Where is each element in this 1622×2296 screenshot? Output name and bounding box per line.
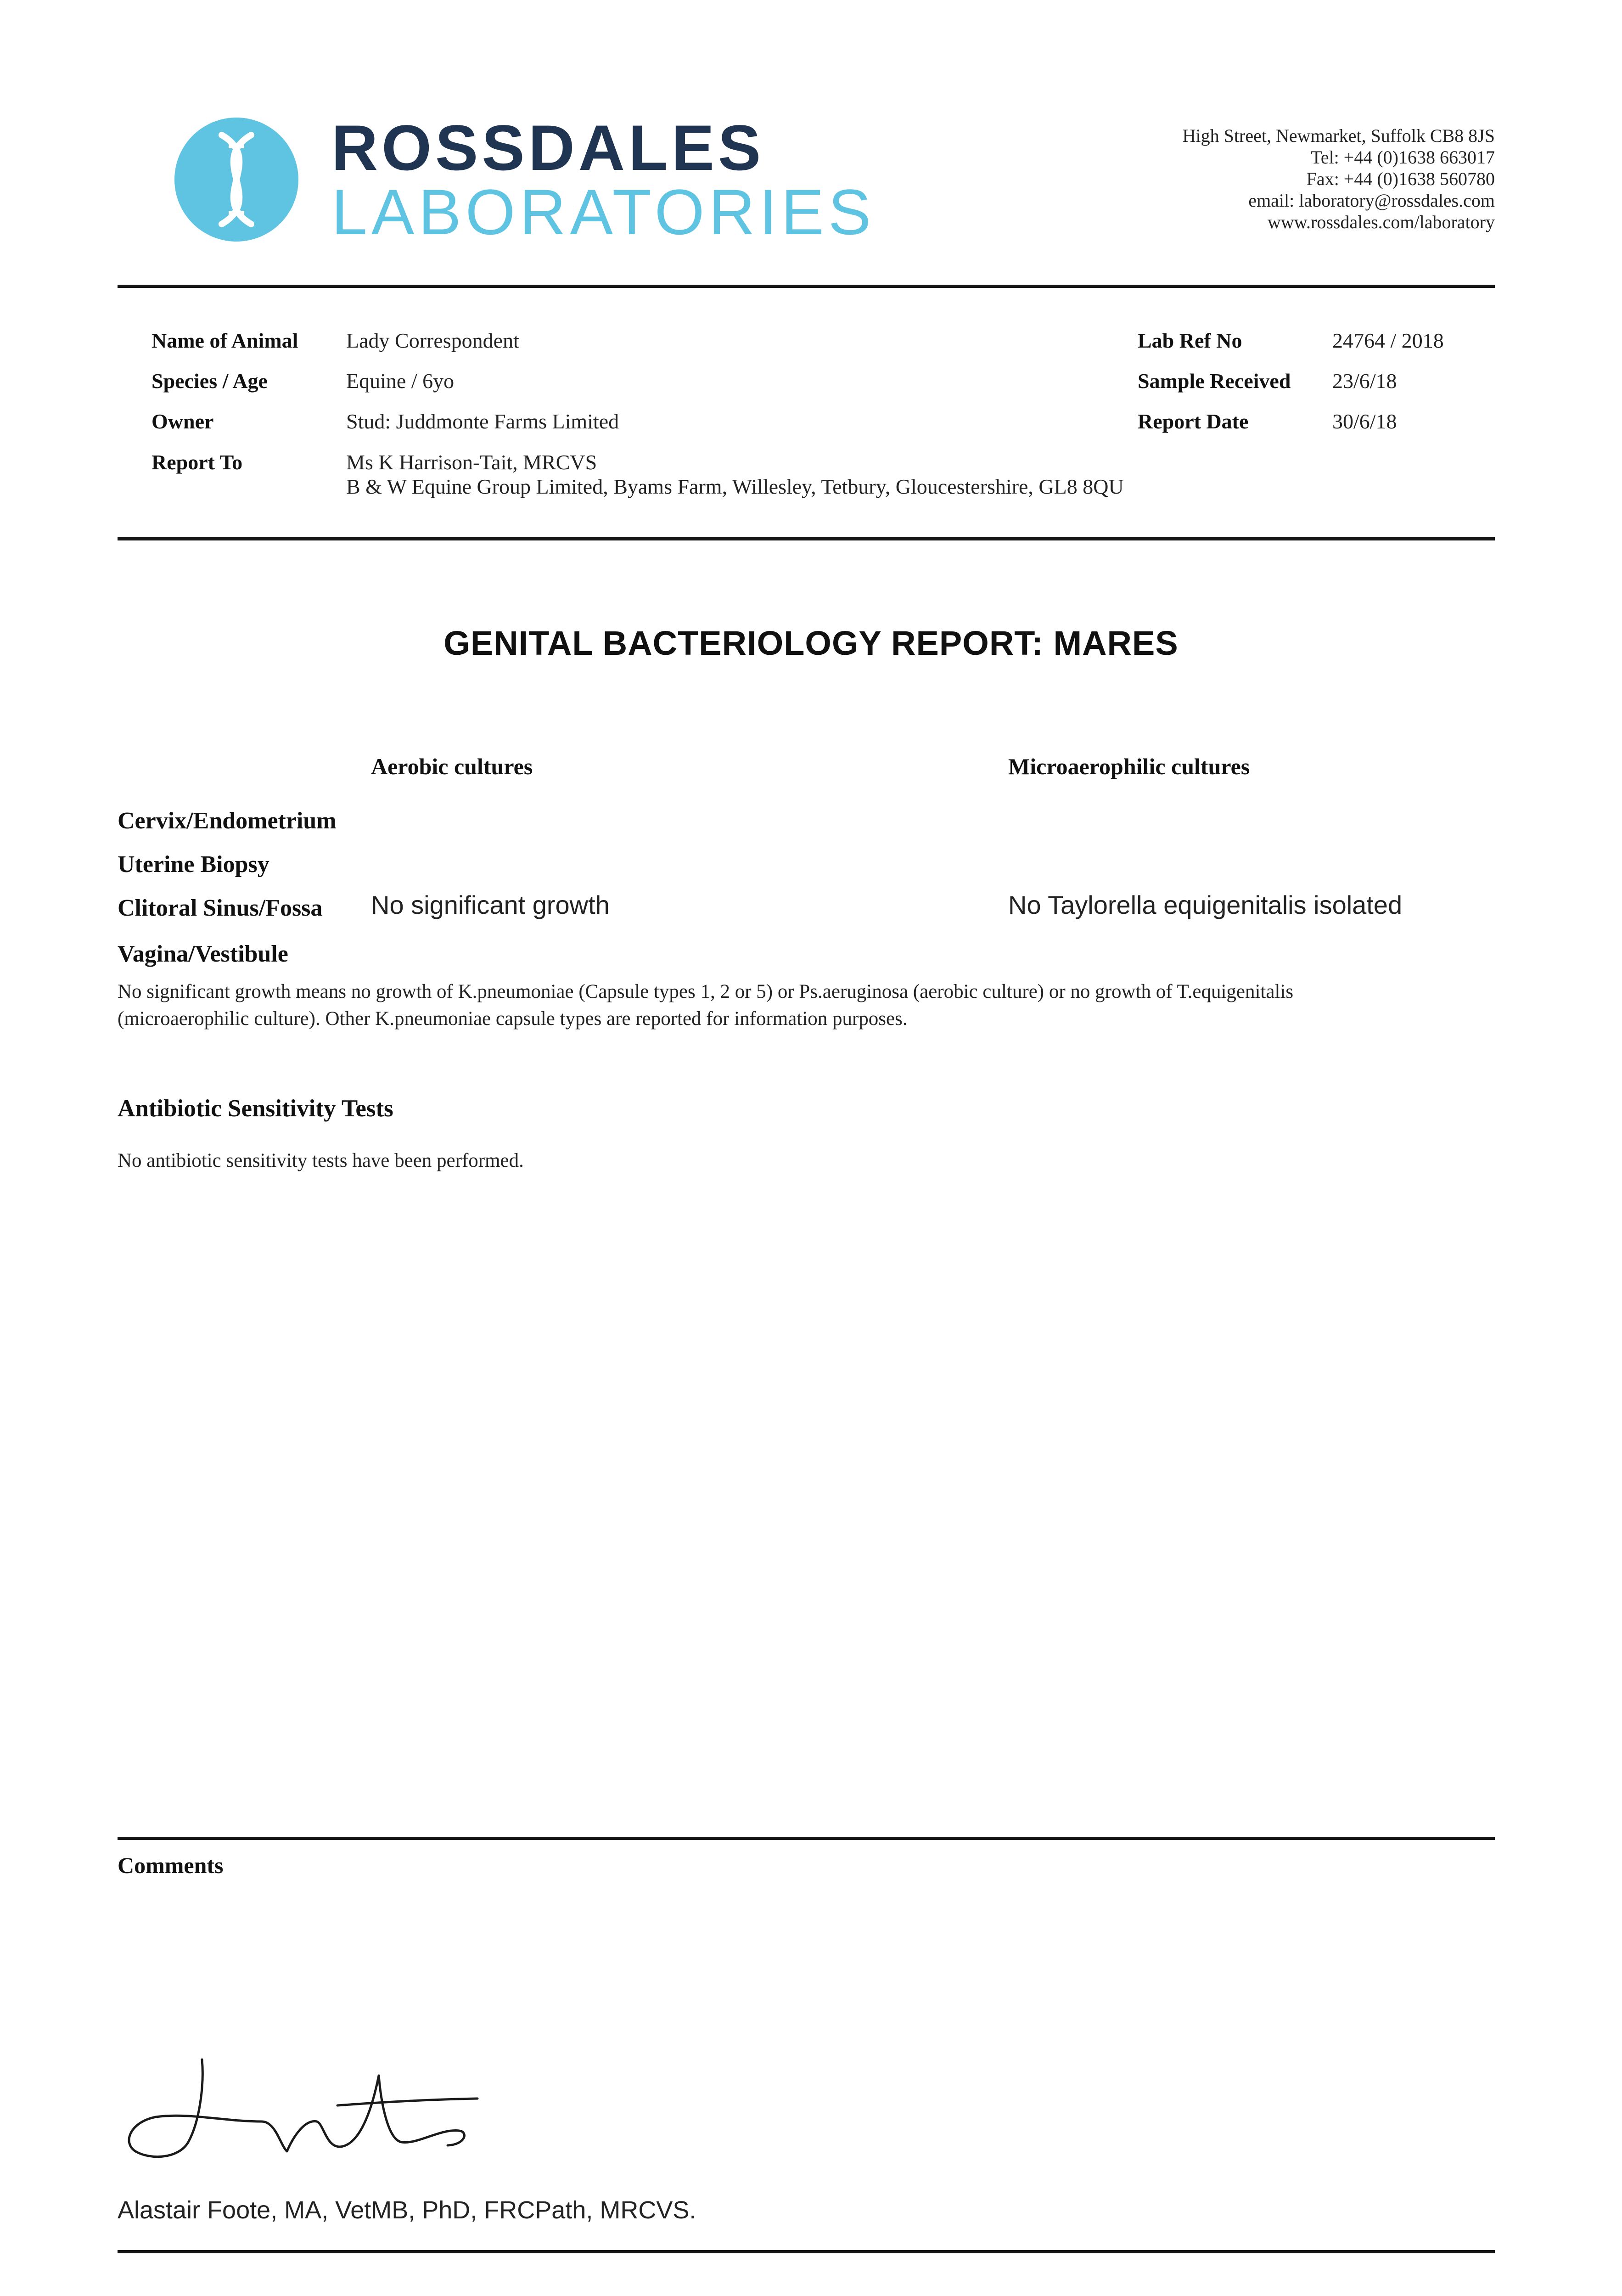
animal-name-label: Name of Animal (152, 329, 298, 352)
report-date-label: Report Date (1138, 410, 1249, 433)
lab-address: High Street, Newmarket, Suffolk CB8 8JS (1182, 125, 1495, 146)
sample-received-value: 23/6/18 (1332, 369, 1397, 393)
results-explanation-note (118, 978, 1495, 1032)
comments-divider (118, 1837, 1495, 1840)
aerobic-cultures-header: Aerobic cultures (371, 754, 533, 779)
header-divider (118, 285, 1495, 288)
species-age-label: Species / Age (152, 369, 268, 393)
owner-label: Owner (152, 410, 214, 433)
footer-divider (118, 2250, 1495, 2253)
dna-helix-icon (174, 118, 298, 242)
lab-contact-block (1183, 125, 1495, 233)
note-line-1: No significant growth means no growth of K.pneumoniae (Capsule types 1, 2 or 5) or Ps.aeruginosa (aerobic culture) or no growth of T.equigenitalis (118, 981, 1294, 1002)
site-clitoral-sinus-fossa: Clitoral Sinus/Fossa (118, 895, 323, 921)
report-title: GENITAL BACTERIOLOGY REPORT: MARES (443, 624, 1179, 662)
site-cervix-endometrium: Cervix/Endometrium (118, 808, 337, 834)
lab-website: www.rossdales.com/laboratory (1267, 212, 1495, 232)
owner-value: Stud: Juddmonte Farms Limited (346, 410, 619, 433)
lab-ref-label: Lab Ref No (1138, 329, 1242, 352)
signer-name: Alastair Foote, MA, VetMB, PhD, FRCPath, MRCVS. (118, 2196, 696, 2224)
sample-received-label: Sample Received (1138, 369, 1291, 393)
antibiotic-sensitivity-heading: Antibiotic Sensitivity Tests (118, 1095, 393, 1122)
handwritten-signature (124, 2048, 482, 2172)
note-line-2: (microaerophilic culture). Other K.pneumoniae capsule types are reported for information purposes. (118, 1008, 908, 1030)
brand-name-line2: LABORATORIES (331, 176, 876, 248)
lab-ref-value: 24764 / 2018 (1332, 329, 1444, 352)
report-date-value: 30/6/18 (1332, 410, 1397, 433)
report-to-name: Ms K Harrison-Tait, MRCVS (346, 450, 597, 474)
microaerophilic-result: No Taylorella equigenitalis isolated (1008, 890, 1403, 919)
microaerophilic-cultures-header: Microaerophilic cultures (1008, 754, 1250, 779)
details-divider (118, 537, 1495, 540)
report-to-label: Report To (152, 450, 243, 474)
report-to-address: B & W Equine Group Limited, Byams Farm, Willesley, Tetbury, Gloucestershire, GL8 8QU (346, 475, 1124, 498)
site-vagina-vestibule: Vagina/Vestibule (118, 941, 288, 967)
lab-telephone: Tel: +44 (0)1638 663017 (1311, 147, 1495, 168)
aerobic-result: No significant growth (371, 890, 610, 919)
lab-fax: Fax: +44 (0)1638 560780 (1306, 169, 1495, 189)
animal-name-value: Lady Correspondent (346, 329, 519, 352)
lab-email: email: laboratory@rossdales.com (1248, 190, 1495, 211)
comments-heading: Comments (118, 1852, 224, 1878)
brand-name-line1: ROSSDALES (331, 112, 765, 184)
lab-logo (174, 118, 298, 242)
site-uterine-biopsy: Uterine Biopsy (118, 851, 269, 878)
antibiotic-sensitivity-text: No antibiotic sensitivity tests have been performed. (118, 1150, 524, 1171)
species-age-value: Equine / 6yo (346, 369, 455, 393)
